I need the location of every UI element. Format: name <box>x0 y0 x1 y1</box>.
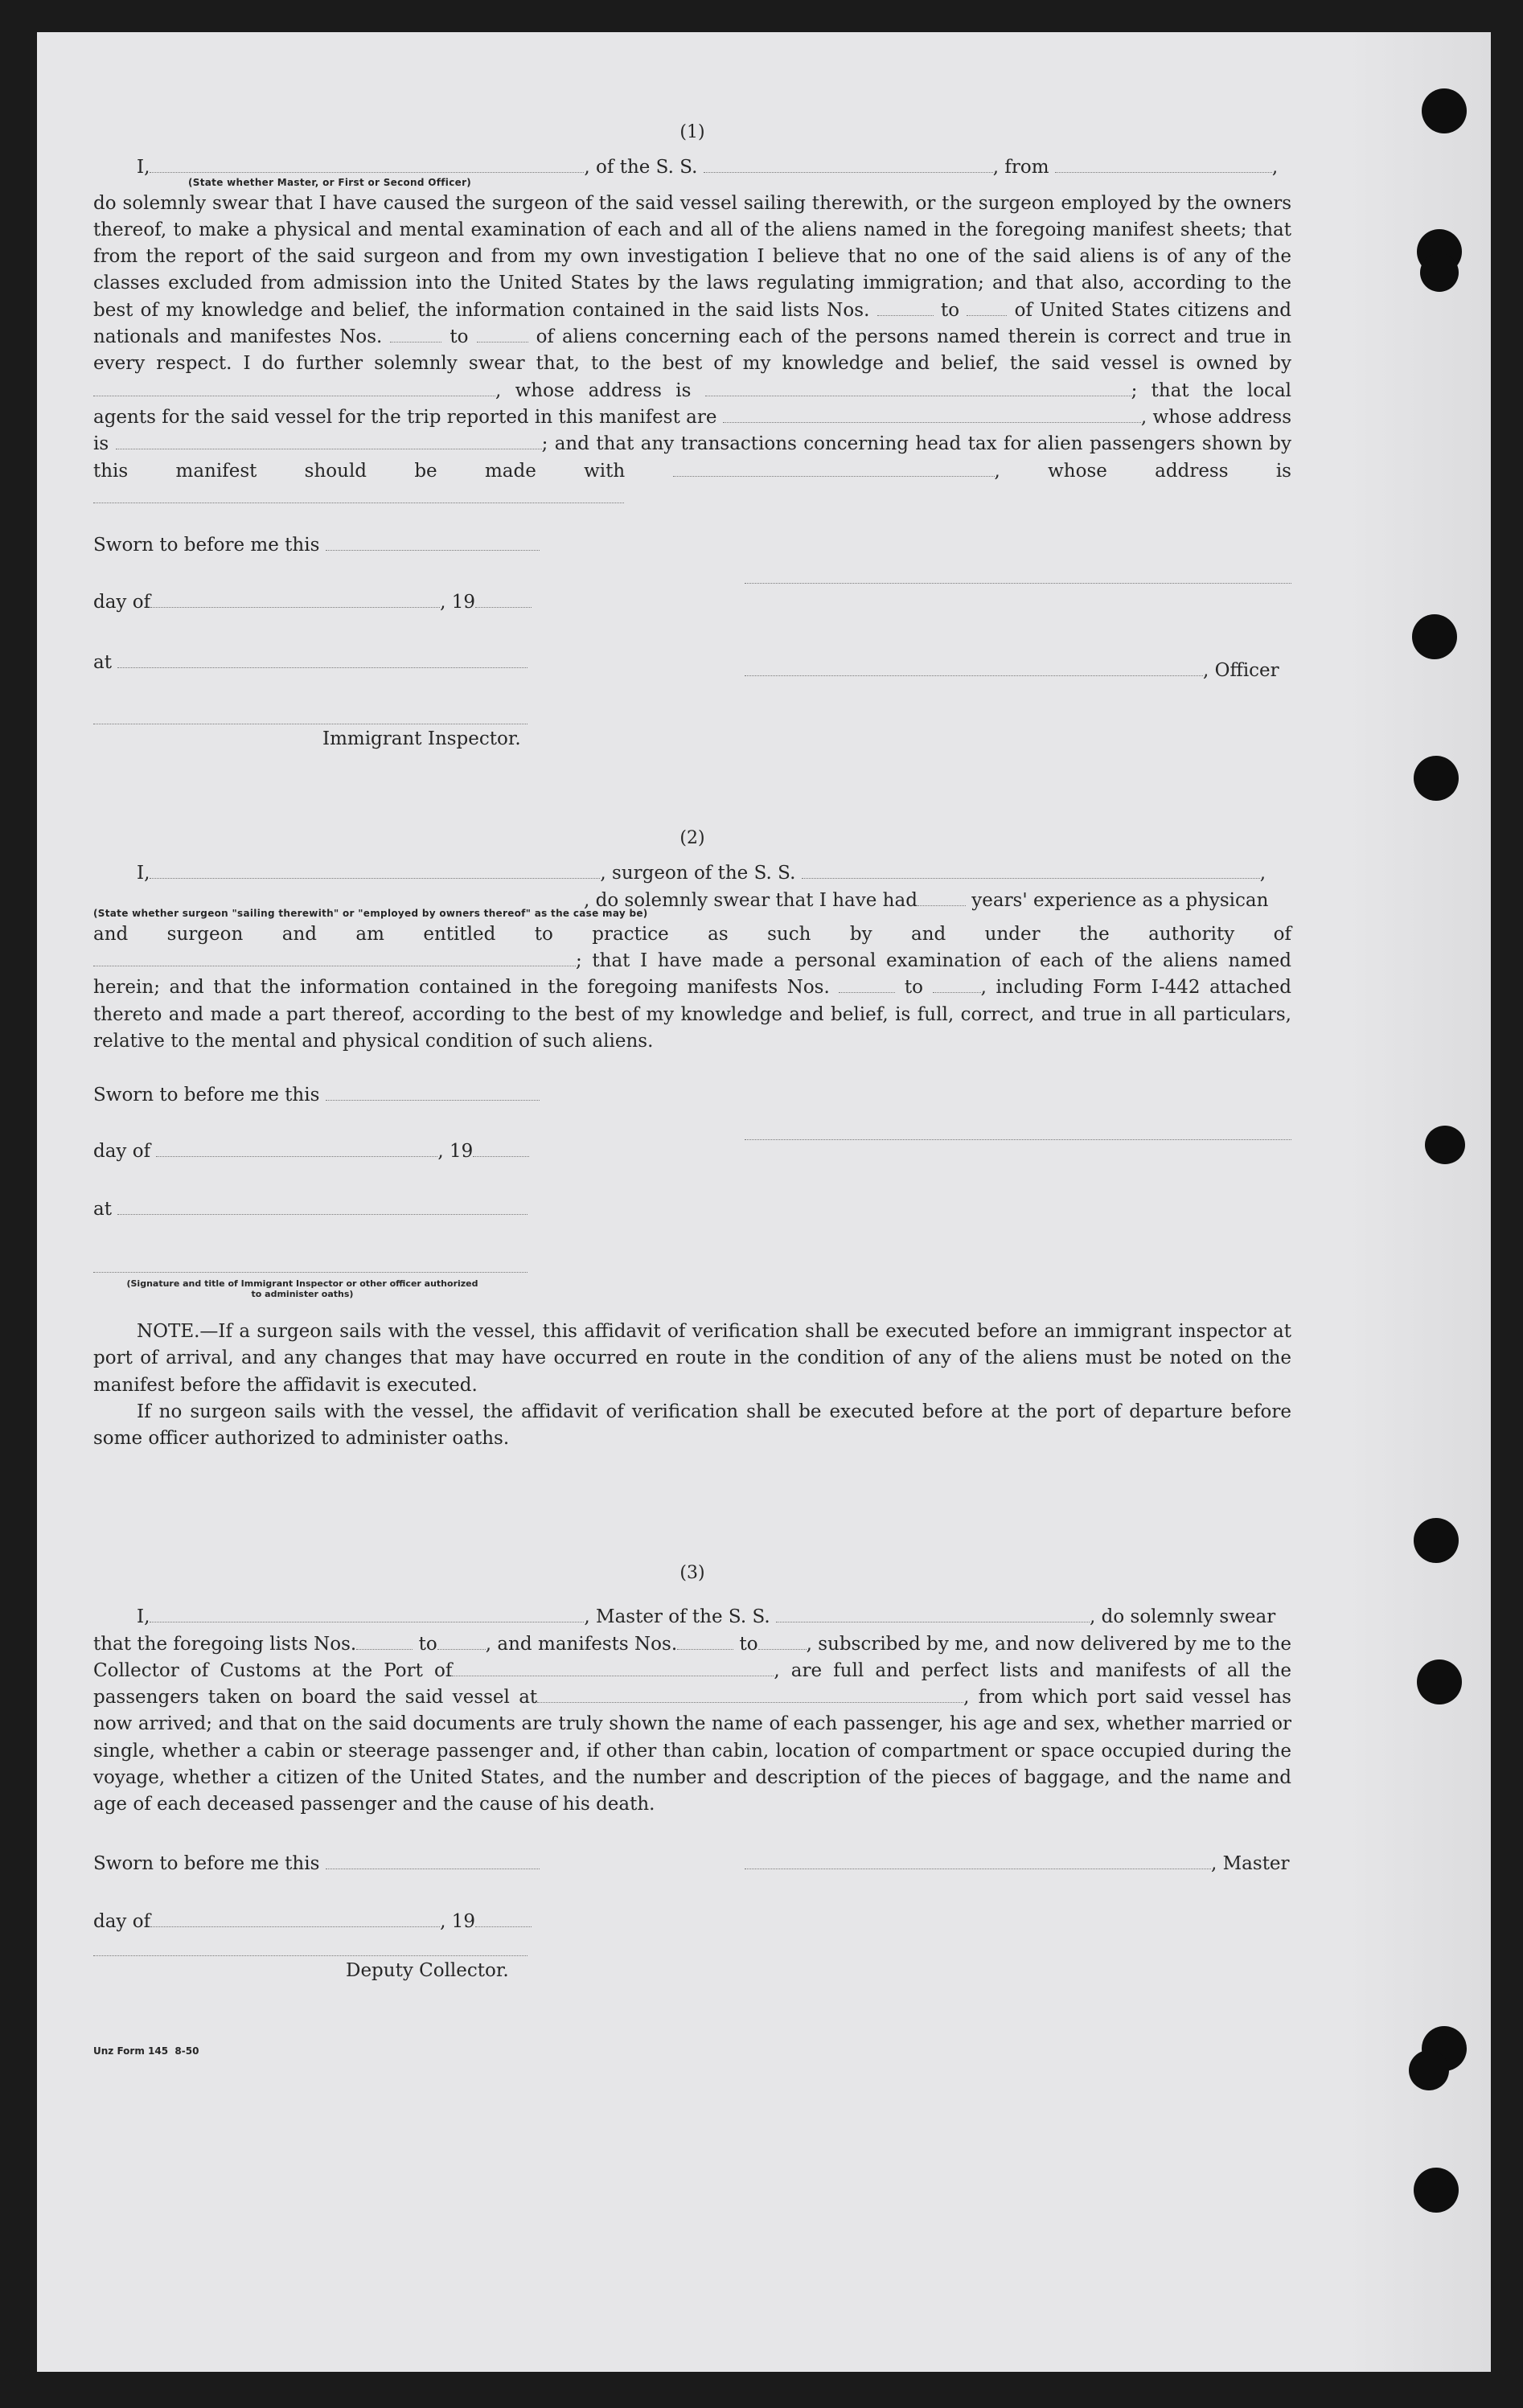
officer-signature-field[interactable] <box>745 659 1203 676</box>
section-number: (2) <box>679 828 705 848</box>
to-label: to <box>418 1633 437 1655</box>
surgeon-signature-line[interactable] <box>745 1139 1291 1140</box>
form-id: Unz Form 145 <box>93 2045 169 2057</box>
note-no-surgeon: If no surgeon sails with the vessel, the affidavit of verification shall be executed before at the port of departure before some officer authorized to administer oaths. <box>93 1401 1291 1450</box>
body-text: , subscribed by me, and now delivered by me to the Collector of Customs at the Port of <box>93 1633 1292 1681</box>
inspector-signature-line[interactable] <box>93 1272 528 1273</box>
declarant-line <box>93 1604 1291 1631</box>
surgeon-type-hint: (State whether surgeon "sailing therewith" or "employed by owners thereof" as the case may be) <box>93 907 648 919</box>
affidavit-body <box>93 191 1291 512</box>
to-label: to <box>940 299 960 321</box>
at-label: at <box>93 651 528 673</box>
sworn-day-field[interactable] <box>326 534 540 551</box>
master-line <box>745 1852 1290 1874</box>
master-signature-label: , Master <box>1211 1853 1290 1874</box>
to-label: to <box>450 326 469 348</box>
swear-label: , do solemnly swear <box>1090 1606 1276 1628</box>
form-date: 8-50 <box>174 2045 199 2057</box>
authority-field[interactable] <box>93 950 576 966</box>
head-tax-address-field[interactable] <box>93 486 624 503</box>
affidavit-body <box>93 1631 1291 1819</box>
body-text: ; that I have made a personal examination of each of the aliens named herein; and that the information contained in the foregoing manifests Nos. <box>93 950 1291 999</box>
year-field[interactable] <box>475 1910 532 1927</box>
comma: , <box>1259 863 1266 884</box>
body-text: , whose address is <box>994 460 1291 482</box>
day-of-label: day of , 19 <box>93 1910 532 1932</box>
master-name-field[interactable] <box>150 1606 584 1622</box>
i-label: I, <box>137 1606 150 1628</box>
manifest-to-field[interactable] <box>758 1633 807 1650</box>
body-text: that the foregoing lists Nos. <box>93 1633 357 1655</box>
body-text: of aliens concerning each of the persons named therein is correct and true in every respect. I do further solemnly swear that, to the best of my knowledge and belief, the said vessel is owned by <box>93 326 1292 375</box>
lists-from-field[interactable] <box>356 1633 413 1650</box>
manifest-to-field[interactable] <box>477 326 528 343</box>
vessel-field[interactable] <box>704 156 993 173</box>
departure-port-field[interactable] <box>537 1686 963 1703</box>
day-of-field[interactable] <box>150 591 440 608</box>
year-field[interactable] <box>473 1140 529 1157</box>
punch-hole <box>1422 88 1467 133</box>
affidavit-master <box>93 119 1291 511</box>
manifest-from-field[interactable] <box>677 1633 733 1650</box>
body-text: , including Form I-442 attached thereto and made a part thereof, according to the best of my knowledge and belief, is full, correct, and true in all particulars, relative to the mental and physical condition of such aliens. <box>93 977 1292 1052</box>
at-label: at <box>93 1198 528 1220</box>
at-field[interactable] <box>117 1198 528 1215</box>
body-text: , from which port said vessel has now arrived; and that on the said documents are truly shown the name of each passenger, his age and sex, whether married or single, whether a cabin or steerage passenger and, if other than cabin, location of compartment or space occupied during the voyage, whether a citizen of the United States, and the number and description of the pieces of baggage, and the name and age of each deceased passenger and the cause of his death. <box>93 1687 1291 1815</box>
body-text: ; and that any transactions concerning head tax for alien passengers shown by this manifest should be made with <box>93 433 1291 482</box>
lists-from-field[interactable] <box>877 299 934 316</box>
agents-field[interactable] <box>723 406 1141 423</box>
section-number: (1) <box>679 122 705 142</box>
head-tax-field[interactable] <box>673 460 995 477</box>
officer-line <box>745 659 1279 681</box>
punch-hole <box>1414 756 1459 801</box>
sworn-day-field[interactable] <box>326 1852 540 1869</box>
body-text: , whose address is <box>93 406 1291 455</box>
collector-label: Deputy Collector. <box>346 1960 509 1981</box>
vessel-label: , of the S. S. <box>584 157 698 178</box>
day-of-label: day of , 19 <box>93 591 532 613</box>
punch-hole <box>1425 1126 1465 1164</box>
note-surgeon-sails: NOTE.—If a surgeon sails with the vessel, this affidavit of verification shall be executed before an immigrant inspector at port of arrival, and any changes that may have occurred en route in the condition of any of the aliens must be noted on the manifest before the affidavit is executed. <box>93 1321 1291 1396</box>
punch-hole <box>1417 1659 1462 1704</box>
surgeon-label: , surgeon of the S. S. <box>600 863 796 884</box>
sworn-label: Sworn to before me this <box>93 534 540 556</box>
body-text: of United States citizens and nationals and manifestes Nos. <box>93 299 1292 348</box>
master-label: , Master of the S. S. <box>584 1606 770 1628</box>
vessel-field[interactable] <box>802 862 1260 879</box>
from-label: , from <box>992 157 1049 178</box>
manifest-to-field[interactable] <box>933 976 981 993</box>
body-text: and surgeon and am entitled to practice as such by and under the authority of <box>93 923 1291 945</box>
inspector-label: Immigrant Inspector. <box>322 728 521 749</box>
owner-field[interactable] <box>93 379 495 396</box>
to-label: to <box>904 977 924 999</box>
day-of-label: day of , 19 <box>93 1140 529 1162</box>
affidavit-collector <box>93 1560 1291 1819</box>
punch-hole <box>1414 2168 1459 2213</box>
officer-label: , Officer <box>1203 660 1279 681</box>
punch-hole <box>1412 614 1457 659</box>
years-field[interactable] <box>917 889 966 906</box>
sworn-day-field[interactable] <box>326 1084 540 1101</box>
manifest-from-field[interactable] <box>839 976 895 993</box>
manifest-from-field[interactable] <box>390 326 441 343</box>
signature-title-hint: (Signature and title of Immigrant Inspector or other officer authorized to administer oaths) <box>126 1278 478 1299</box>
section-number: (3) <box>679 1563 705 1583</box>
rank-hint: (State whether Master, or First or Second Officer) <box>188 176 472 188</box>
lists-to-field[interactable] <box>437 1633 486 1650</box>
day-of-field[interactable] <box>150 1910 440 1927</box>
port-field[interactable] <box>452 1659 774 1676</box>
owner-address-field[interactable] <box>705 379 1131 396</box>
to-label: to <box>739 1633 758 1655</box>
punch-hole <box>1414 1518 1459 1563</box>
day-of-field[interactable] <box>156 1140 437 1157</box>
i-label: I, <box>137 157 150 178</box>
affidavit-surgeon <box>93 825 1291 1055</box>
sworn-label: Sworn to before me this <box>93 1852 540 1874</box>
body-text: , are full and perfect lists and manifests of all the passengers taken on board the said vessel at <box>93 1659 1291 1709</box>
body-text: do solemnly swear that I have caused the surgeon of the said vessel sailing therewith, or the surgeon employed by the owners thereof, to make a physical and mental examination of each and all of the aliens named in the foregoing manifest sheets; that from the report of the said surgeon and from my own investigation I believe that no one of the said aliens is of any of the classes excluded from admission into the United States by the laws regulating immigration; and that also, according to the best of my knowledge and belief, the information contained in the said lists Nos. <box>93 192 1291 321</box>
body-text: , and manifests Nos. <box>485 1633 678 1655</box>
affidavit-body <box>93 921 1291 1055</box>
vessel-field[interactable] <box>776 1606 1090 1622</box>
note-block <box>93 1319 1291 1452</box>
comma: , <box>1271 157 1279 178</box>
declarant-line <box>93 860 1291 887</box>
at-field[interactable] <box>117 651 528 668</box>
form-footer <box>93 2045 199 2057</box>
surgeon-name-field[interactable] <box>150 862 600 879</box>
body-text: , whose address is <box>495 379 692 401</box>
body-text: ; that the local agents for the said vessel for the trip reported in this manifest are <box>93 379 1292 428</box>
from-field[interactable] <box>1055 156 1272 173</box>
collector-signature-line[interactable] <box>93 1955 528 1956</box>
form-page <box>37 32 1491 2372</box>
year-field[interactable] <box>475 591 532 608</box>
punch-hole <box>1409 2050 1449 2090</box>
punch-hole <box>1420 253 1459 292</box>
agents-address-field[interactable] <box>116 433 542 449</box>
master-signature-line[interactable] <box>745 583 1291 584</box>
master-signature-field[interactable] <box>745 1852 1211 1869</box>
years-label: years' experience as a physican <box>971 889 1269 911</box>
lists-to-field[interactable] <box>967 299 1007 316</box>
i-label: I, <box>137 863 150 884</box>
binding-margin <box>1346 32 1491 2372</box>
name-field[interactable] <box>150 156 584 173</box>
swear-label: , do solemnly swear that I have had <box>584 889 917 911</box>
sworn-label: Sworn to before me this <box>93 1084 540 1106</box>
